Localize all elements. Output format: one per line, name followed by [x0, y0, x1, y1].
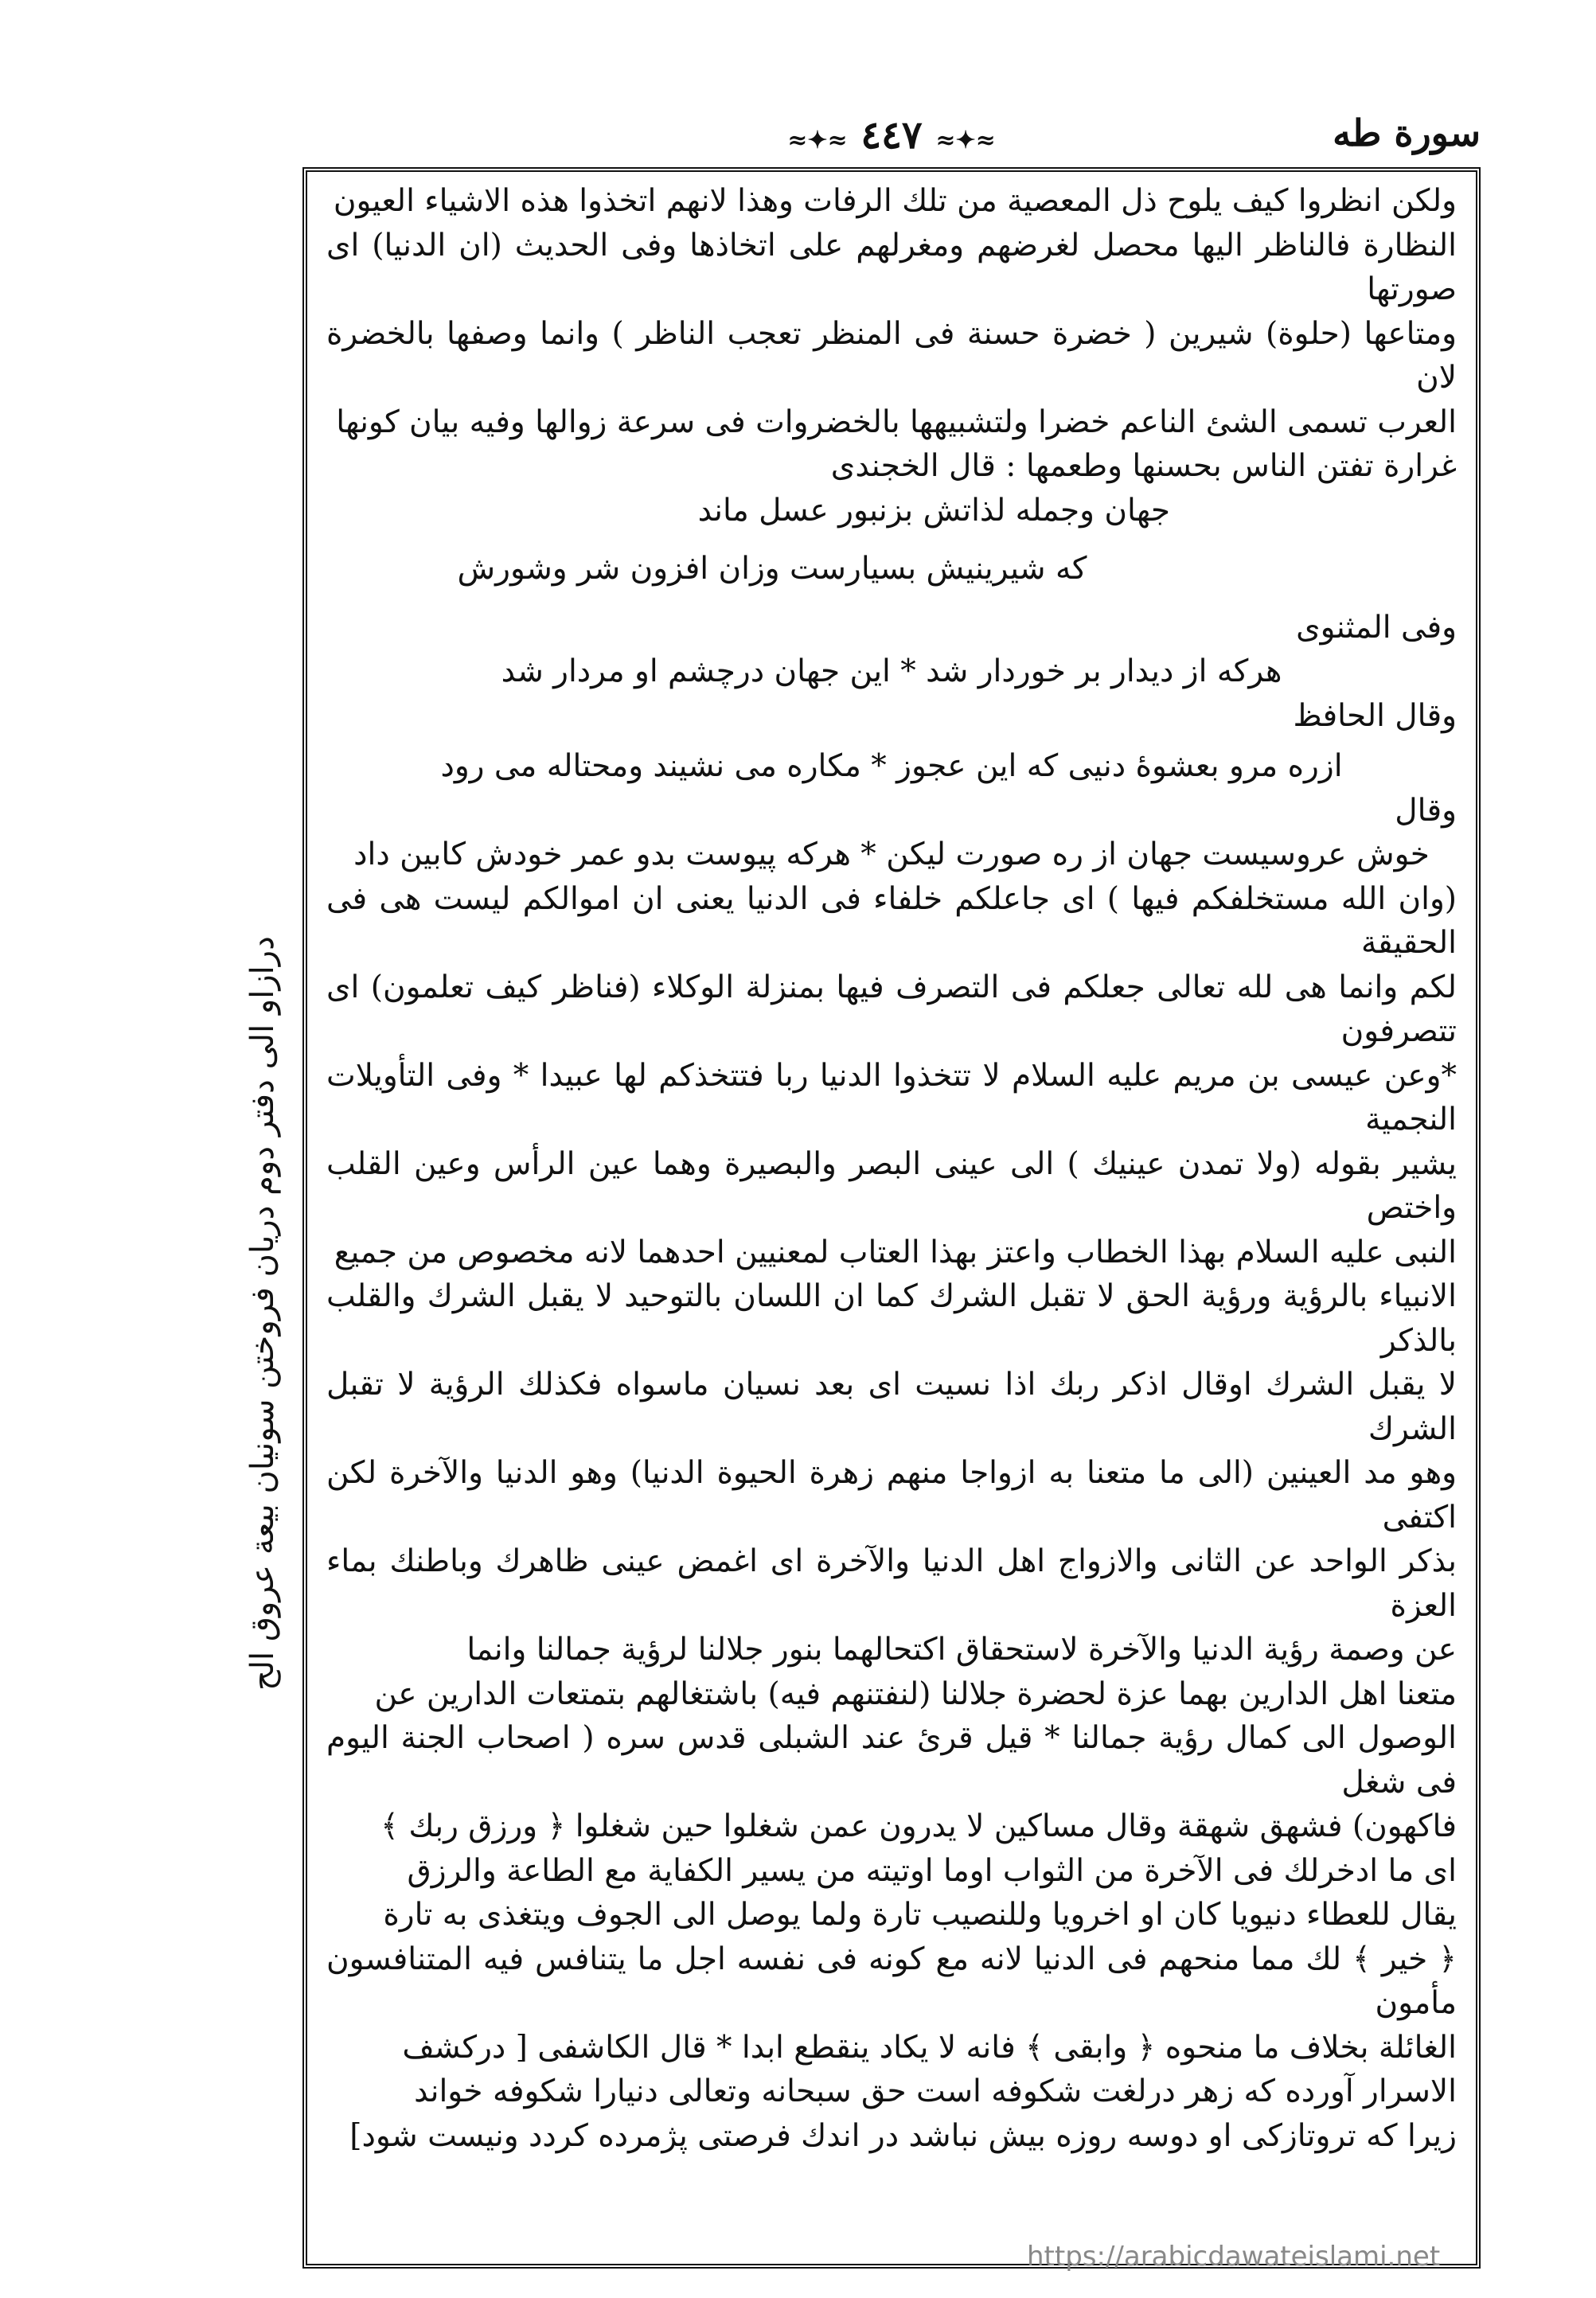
text-line: *وعن عيسى بن مريم عليه السلام لا تتخذوا الدنيا ربا فتتخذكم لها عبيدا * وفى التأويلات النجمية [326, 1057, 1457, 1137]
text-line: ﴿ خير ﴾ لك مما منحهم فى الدنيا لانه مع كونه فى نفسه اجل ما يتنافس فيه المتنافسون مأمون [326, 1941, 1457, 2021]
ornament-right: ≈✦≈ [787, 127, 848, 154]
main-text [326, 179, 1457, 2257]
text-line: ومتاعها (حلوة) شيرين ( خضرة حسنة فى المنظر تعجب الناظر ) وانما وصفها بالخضرة لان [326, 315, 1457, 396]
page-header [302, 111, 1481, 175]
section-heading: وقال [1395, 792, 1457, 829]
section-heading: وقال الحافظ [1293, 697, 1457, 734]
surah-title: سورة طه [1333, 111, 1481, 154]
verse-line: جهان وجمله لذاتش بزنبور عسل ماند [697, 492, 1170, 529]
text-line: اى ما ادخرلك فى الآخرة من الثواب اوما اوتيته من يسير الكفاية مع الطاعة والرزق [407, 1852, 1457, 1889]
text-line: متعنا اهل الدارين بهما عزة لحضرة جلالنا (لنفتنهم فيه) باشتغالهم بتمتعات الدارين عن [374, 1676, 1457, 1712]
text-line: الاسرار آورده كه زهر درلغت شكوفه است حق سبحانه وتعالى دنيارا شكوفه خواند [414, 2074, 1457, 2109]
text-line: زيرا كه تروتازكى او دوسه روزه بيش نباشد در اندك فرصتى پژمرده كردد ونيست شود] [349, 2117, 1457, 2154]
text-line: النظارة فالناظر اليها محصل لغرضهم ومغرلهم على اتخاذها وفى الحديث (ان الدنيا) اى صورتها [326, 227, 1457, 307]
section-heading: وفى المثنوى [1296, 609, 1457, 646]
text-line: لا يقبل الشرك اوقال اذكر ربك اذا نسيت اى بعد نسيان ماسواه فكذلك الرؤية لا تقبل الشرك [326, 1367, 1457, 1447]
margin-note: درازاو الى دفتر دوم دريان فروختن سونيان بيعة عروق الح [244, 936, 281, 1691]
text-line: النبى عليه السلام بهذا الخطاب واعتز بهذا العتاب لمعنيين احدهما لانه مخصوص من جميع [334, 1234, 1457, 1270]
verse-line: كه شيرينيش بسيارست وزان افزون شر وشورش [457, 551, 1087, 587]
text-line: الوصول الى كمال رؤية جمالنا * قيل قرئ عند الشبلى قدس سره ( اصحاب الجنة اليوم فى شغل [326, 1720, 1457, 1801]
text-line: بذكر الواحد عن الثانى والازواج اهل الدنيا والآخرة اى اغمض عينى ظاهرك وباطنك بماء العزة [326, 1543, 1457, 1624]
text-line: فاكهون) فشهق شهقة وقال مساكين لا يدرون عمن شغلوا حين شغلوا ﴿ ورزق ربك ﴾ [380, 1808, 1457, 1844]
text-line: الانبياء بالرؤية ورؤية الحق لا تقبل الشرك كما ان اللسان بالتوحيد لا يقبل الشرك والقلب بالذكر [326, 1278, 1457, 1359]
text-line: الغائلة بخلاف ما منحوه ﴿ وابقى ﴾ فانه لا يكاد ينقطع ابدا * قال الكاشفى [ دركشف [402, 2029, 1457, 2066]
text-line: ولكن انظروا كيف يلوح ذل المعصية من تلك الرفات وهذا لانهم اتخذوا هذه الاشياء العيون [333, 183, 1457, 219]
ornament-left: ≈✦≈ [935, 127, 996, 154]
verse-line: خوش عروسيست جهان از ره صورت ليكن * هركه پيوست بدو عمر خودش كابين داد [353, 837, 1430, 872]
text-line: يشير بقوله (ولا تمدن عينيك ) الى عينى البصر والبصيرة وهما عين الرأس وعين القلب واختص [326, 1145, 1457, 1226]
verse-line: هركه از ديدار بر خوردار شد * اين جهان درچشم او مردار شد [501, 654, 1282, 689]
text-line: غرارة تفتن الناس بحسنها وطعمها : قال الخجندى [830, 448, 1457, 484]
text-line: (وان الله مستخلفكم فيها ) اى جاعلكم خلفاء فى الدنيا يعنى ان اموالكم ليست هى فى الحقيقة [326, 880, 1457, 961]
text-line: العرب تسمى الشئ الناعم خضرا ولتشبيهها بالخضروات فى سرعة زوالها وفيه بيان كونها [336, 404, 1457, 440]
text-line: وهو مد العينين (الى ما متعنا به ازواجا منهم زهرة الحيوة الدنيا) وهو الدنيا والآخرة لكن اكتفى [326, 1455, 1457, 1535]
text-line: لكم وانما هى لله تعالى جعلكم فى التصرف فيها بمنزلة الوكلاء (فناظر كيف تعلمون) اى تتصرفون [326, 969, 1457, 1049]
text-line: يقال للعطاء دنيويا كان او اخرويا وللنصيب تارة ولما يوصل الى الجوف ويتغذى به تارة [383, 1897, 1457, 1933]
page-number [787, 113, 996, 158]
watermark-url: https://arabicdawateislami.net [1027, 2241, 1441, 2273]
verse-line: ازره مرو بعشوهٔ دنيى كه اين عجوز * مكاره مى نشيند ومحتاله مى رود [440, 748, 1343, 784]
page-number-value: ٤٤٧ [860, 113, 923, 158]
text-line: عن وصمة رؤية الدنيا والآخرة لاستحقاق اكتحالهما بنور جلالنا لرؤية جمالنا وانما [466, 1632, 1457, 1668]
